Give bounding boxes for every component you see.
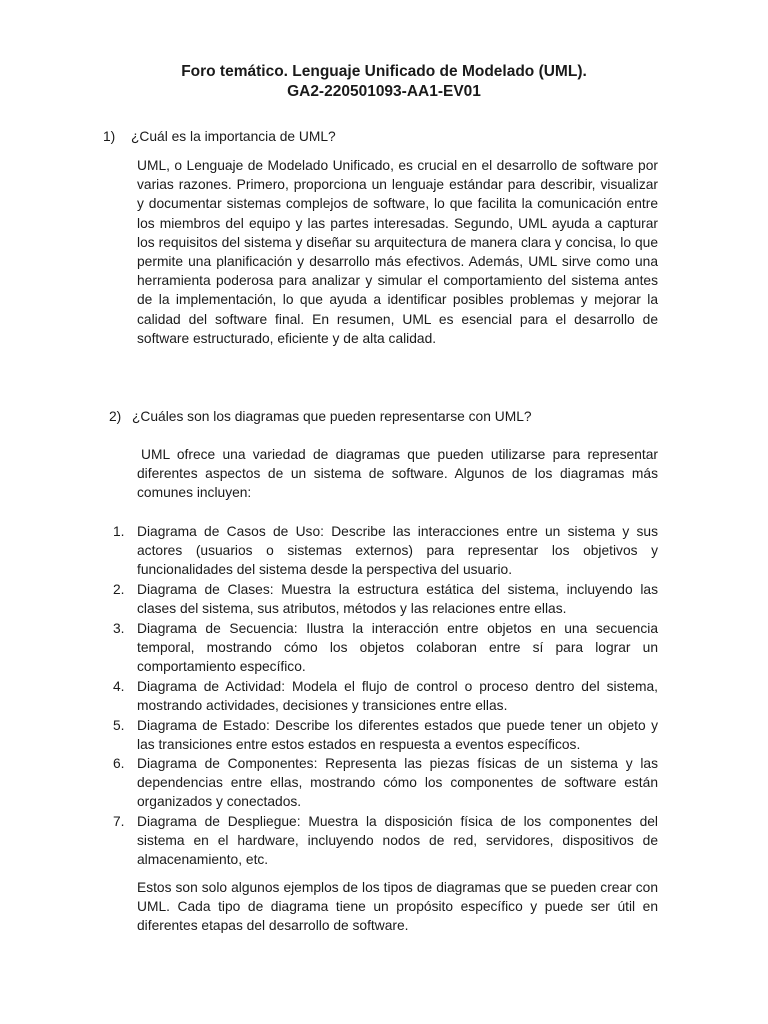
list-item-number: 4. — [113, 679, 125, 694]
list-item-number: 5. — [113, 718, 125, 733]
list-item-text: Diagrama de Componentes: Representa las piezas físicas de un sistema y las dependencias entre ellas, mostrando cómo los componentes de software están organizados y conectados. — [137, 756, 658, 810]
list-item-number: 6. — [113, 756, 125, 771]
list-item-number: 3. — [113, 621, 125, 636]
list-item-text: Diagrama de Estado: Describe los diferentes estados que puede tener un objeto y las transiciones entre estos estados en respuesta a eventos específicos. — [137, 718, 658, 753]
list-item-text: Diagrama de Actividad: Modela el flujo de control o proceso dentro del sistema, mostrando actividades, decisiones y transiciones entre ellas. — [137, 679, 658, 714]
question-1-text: ¿Cuál es la importancia de UML? — [130, 129, 336, 144]
question-1 — [103, 127, 336, 146]
list-item-number: 7. — [113, 814, 125, 829]
list-item-text: Diagrama de Clases: Muestra la estructura estática del sistema, incluyendo las clases del sistema, sus atributos, métodos y las relaciones entre ellas. — [137, 582, 658, 617]
answer-2-intro: UML ofrece una variedad de diagramas que pueden utilizarse para representar diferentes aspectos de un sistema de software. Algunos de los diagramas más comunes incluyen: — [137, 447, 658, 501]
question-2-text: ¿Cuáles son los diagramas que pueden representarse con UML? — [131, 409, 532, 424]
question-2 — [109, 407, 532, 426]
list-item-number: 2. — [113, 582, 125, 597]
answer-1-paragraph: UML, o Lenguaje de Modelado Unificado, es crucial en el desarrollo de software por varias razones. Primero, proporciona un lenguaje estándar para describir, visualizar y documentar sistemas complejos de software, lo que facilita la comunicación entre los miembros del equipo y las partes interesadas. Segundo, UML ayuda a capturar los requisitos del sistema y diseñar su arquitectura de manera clara y concisa, lo que permite una planificación y desarrollo más efectivos. Además, UML sirve como una herramienta poderosa para analizar y simular el comportamiento del sistema antes de la implementación, lo que ayuda a identificar posibles problemas y mejorar la calidad del software final. En resumen, UML es esencial para el desarrollo de software estructurado, eficiente y de alta calidad. — [137, 158, 658, 346]
document-title: Foro temático. Lenguaje Unificado de Modelado (UML). — [181, 63, 587, 80]
question-2-number: 2) — [109, 409, 122, 424]
closing-paragraph: Estos son solo algunos ejemplos de los tipos de diagramas que se pueden crear con UML. Cada tipo de diagrama tiene un propósito específico y puede ser útil en diferentes etapas del desarrollo de software. — [137, 880, 658, 934]
list-item-number: 1. — [113, 524, 125, 539]
list-item-text: Diagrama de Despliegue: Muestra la disposición física de los componentes del sistema en el hardware, incluyendo nodos de red, servidores, dispositivos de almacenamiento, etc. — [137, 814, 658, 868]
document-code: GA2-220501093-AA1-EV01 — [287, 83, 481, 100]
list-item-text: Diagrama de Secuencia: Ilustra la interacción entre objetos en una secuencia temporal, mostrando cómo los objetos colaboran entre sí para lograr un comportamiento específico. — [137, 621, 658, 675]
question-1-number: 1) — [103, 129, 116, 144]
list-item-text: Diagrama de Casos de Uso: Describe las interacciones entre un sistema y sus actores (usuarios o sistemas externos) para representar los objetivos y funcionalidades del sistema desde la perspectiva del usuario. — [137, 524, 658, 578]
